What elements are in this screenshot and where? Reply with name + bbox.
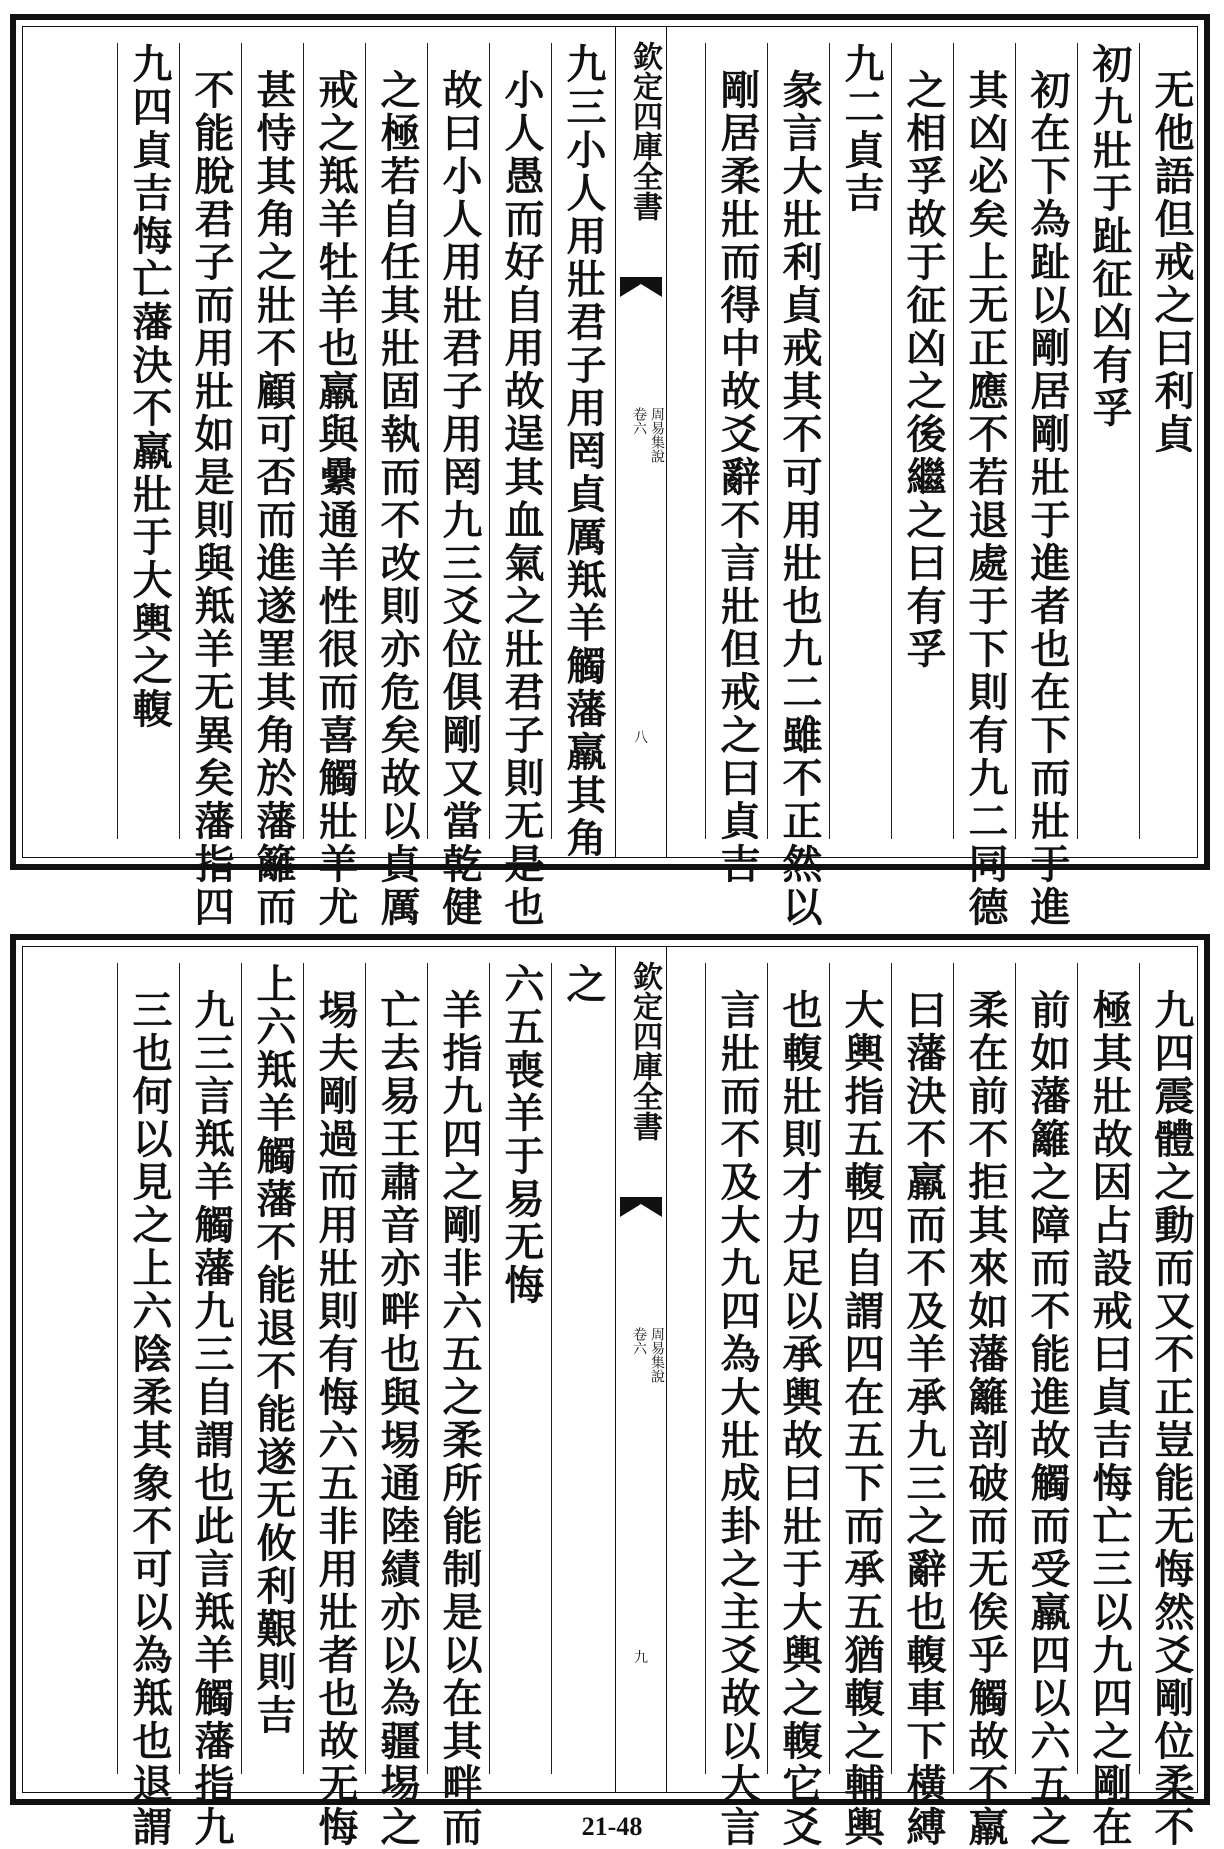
column-text: 无他語但戒之曰利貞: [1148, 69, 1195, 456]
column-text: 柔在前不拒其來如藩籬剖破而无俟乎觸故不羸: [962, 989, 1009, 1849]
column-text: 羊指九四之剛非六五之柔所能制是以在其畔而: [436, 989, 483, 1849]
text-column: [179, 43, 242, 929]
page-number: 21-48: [581, 1812, 643, 1841]
text-column: [829, 963, 892, 1849]
text-column: [1077, 43, 1140, 839]
column-heading: 九四貞吉悔亡藩決不羸壯于大輿之輹: [126, 43, 173, 731]
column-text: 不能脫君子而用壯如是則與羝羊无異矣藩指四: [188, 69, 235, 929]
spine-volume: 卷六: [631, 407, 647, 435]
text-column: [489, 43, 552, 929]
text-column: [891, 963, 954, 1849]
spine-book-title: 周易集說: [649, 407, 665, 463]
text-column: [705, 963, 768, 1849]
text-column: [427, 43, 490, 929]
column-text: 九三言羝羊觸藩九三自謂也此言羝羊觸藩指九: [188, 989, 235, 1849]
column-text: 故曰小人用壯君子用罔九三爻位俱剛又當乾健: [436, 69, 483, 929]
text-column: [117, 43, 180, 839]
column-text: 曰藩決不羸而不及羊承九三之辭也輹車下橫縛: [900, 989, 947, 1849]
text-column: [953, 963, 1016, 1849]
text-column: [365, 43, 428, 929]
column-heading: 之: [560, 963, 607, 1006]
text-column: [1077, 963, 1140, 1849]
text-column: [303, 963, 366, 1849]
column-text: 之相孚故于征凶之後繼之曰有孚: [900, 69, 947, 671]
text-column: [1139, 963, 1202, 1849]
column-text: 剛居柔壯而得中故爻辭不言壯但戒之曰貞吉: [714, 69, 761, 886]
text-column: [891, 43, 954, 839]
column-text: 亡去易王肅音亦畔也與埸通陸績亦以為疆埸之: [374, 989, 421, 1849]
spine-title: 欽定四庫全書: [627, 961, 662, 1141]
spine-leaf-number: 八: [634, 730, 648, 746]
column-heading: 上六羝羊觸藩不能退不能遂无攸利艱則吉: [250, 963, 297, 1737]
text-column: [489, 963, 552, 1774]
text-column: [179, 963, 242, 1849]
spine-title: 欽定四庫全書: [627, 41, 662, 221]
column-text: 甚恃其角之壯不顧可否而進遂罣其角於藩籬而: [250, 69, 297, 929]
text-column: [1015, 963, 1078, 1849]
column-text: 大輿指五輹四自謂四在五下而承五猶輹之輔輿: [838, 989, 885, 1849]
top-page-frame: [10, 14, 1210, 929]
fishtail-ornament: [620, 1197, 662, 1217]
spine-volume: 卷六: [631, 1327, 647, 1355]
column-heading: 初九壯于趾征凶有孚: [1086, 43, 1133, 430]
column-text: 其凶必矣上无正應不若退處于下則有九二同德: [962, 69, 1009, 929]
column-text: 也輹壯則才力足以承輿故曰壯于大輿之輹它爻: [776, 989, 823, 1849]
text-column: [767, 963, 830, 1849]
text-column: [241, 43, 304, 929]
text-column: [551, 43, 614, 860]
column-text: 極其壯故因占設戒曰貞吉悔亡三以九四之剛在: [1086, 989, 1133, 1849]
column-text: 前如藩籬之障而不能進故觸而受羸四以六五之: [1024, 989, 1071, 1849]
fishtail-ornament: [620, 277, 662, 297]
text-column: [365, 963, 428, 1849]
center-spine: [615, 27, 667, 857]
text-column: [1015, 43, 1078, 929]
text-column: [303, 43, 366, 929]
text-column: [551, 963, 614, 1774]
column-text: 言壯而不及大九四為大壯成卦之主爻故以大言: [714, 989, 761, 1849]
column-text: 九四震體之動而又不正豈能无悔然爻剛位柔不: [1148, 989, 1195, 1849]
spine-book-title: 周易集說: [649, 1327, 665, 1383]
column-heading: 九三小人用壯君子用罔貞厲羝羊觸藩羸其角: [560, 43, 607, 860]
text-column: [767, 43, 830, 929]
column-text: 埸夫剛過而用壯則有悔六五非用壯者也故无悔: [312, 989, 359, 1849]
center-spine: [615, 947, 667, 1792]
spine-leaf-number: 九: [634, 1650, 648, 1666]
text-column: [953, 43, 1016, 929]
column-text: 戒之羝羊牡羊也羸與纍通羊性很而喜觸壯羊尤: [312, 69, 359, 929]
column-text: 彖言大壯利貞戒其不可用壯也九二雖不正然以: [776, 69, 823, 929]
column-heading: 六五喪羊于易无悔: [498, 963, 545, 1307]
column-text: 初在下為趾以剛居剛壯于進者也在下而壯于進: [1024, 69, 1071, 929]
column-text: 小人愚而好自用故逞其血氣之壯君子則无是也: [498, 69, 545, 929]
column-text: 三也何以見之上六陰柔其象不可以為羝也退謂: [126, 989, 173, 1849]
text-column: [829, 43, 892, 839]
text-column: [705, 43, 768, 886]
column-text: 之極若自任其壯固執而不改則亦危矣故以貞厲: [374, 69, 421, 929]
text-column: [1139, 43, 1202, 839]
text-column: [117, 963, 180, 1849]
text-column: [427, 963, 490, 1849]
column-heading: 九二貞吉: [838, 43, 885, 215]
top-page-inner-frame: [22, 26, 1198, 929]
text-column: [241, 963, 304, 1774]
